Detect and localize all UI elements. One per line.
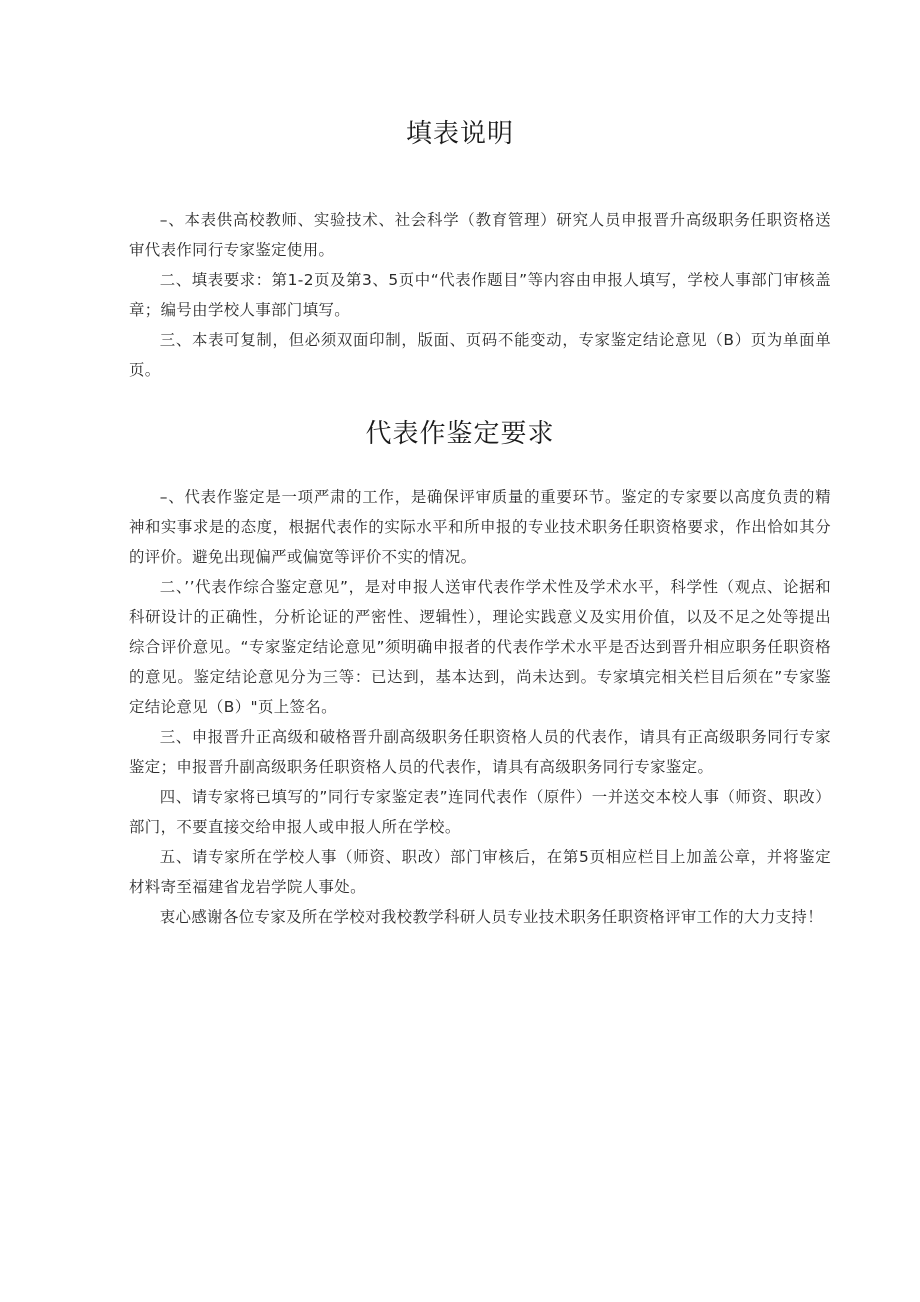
requirements-paragraph-4: 四、请专家将已填写的”同行专家鉴定表”连同代表作（原件）一并送交本校人事（师资、职改）部门，不要直接交给申报人或申报人所在学校。 xyxy=(129,788,831,836)
instructions-title: 填表说明 xyxy=(405,119,514,149)
requirements-body xyxy=(129,482,831,932)
requirements-paragraph-5: 五、请专家所在学校人事（师资、职改）部门审核后，在第5页相应栏目上加盖公章，并将鉴定材料寄至福建省龙岩学院人事处。 xyxy=(129,848,831,896)
instructions-paragraph-1: –、本表供高校教师、实验技术、社会科学（教育管理）研究人员申报晋升高级职务任职资格送审代表作同行专家鉴定使用。 xyxy=(129,211,831,259)
requirements-paragraph-3: 三、申报晋升正高级和破格晋升副高级职务任职资格人员的代表作，请具有正高级职务同行专家鉴定；申报晋升副高级职务任职资格人员的代表作，请具有高级职务同行专家鉴定。 xyxy=(129,728,831,776)
requirements-paragraph-1: –、代表作鉴定是一项严肃的工作，是确保评审质量的重要环节。鉴定的专家要以高度负责的精神和实事求是的态度，根据代表作的实际水平和所申报的专业技术职务任职资格要求，作出恰如其分的评价。避免出现偏严或偏宽等评价不实的情况。 xyxy=(129,488,831,566)
requirements-paragraph-2: 二、’’代表作综合鉴定意见”，是对申报人送审代表作学术性及学术水平，科学性（观点、论据和科研设计的正确性，分析论证的严密性、逻辑性），理论实践意义及实用价值，以及不足之处等提出综合评价意见。“专家鉴定结论意见”须明确申报者的代表作学术水平是否达到晋升相应职务任职资格的意见。鉴定结论意见分为三等：已达到，基本达到，尚未达到。专家填完相关栏目后须在”专家鉴定结论意见（B）"页上签名。 xyxy=(129,578,831,716)
closing-thanks: 衷心感谢各位专家及所在学校对我校教学科研人员专业技术职务任职资格评审工作的大力支持！ xyxy=(159,908,824,926)
instructions-paragraph-3: 三、本表可复制，但必须双面印制，版面、页码不能变动，专家鉴定结论意见（B）页为单面单页。 xyxy=(129,331,831,379)
instructions-body xyxy=(129,205,831,385)
instructions-paragraph-2: 二、填表要求：第1-2页及第3、5页中“代表作题目”等内容由申报人填写，学校人事部门审核盖章；编号由学校人事部门填写。 xyxy=(129,271,831,319)
requirements-title: 代表作鉴定要求 xyxy=(365,419,555,449)
